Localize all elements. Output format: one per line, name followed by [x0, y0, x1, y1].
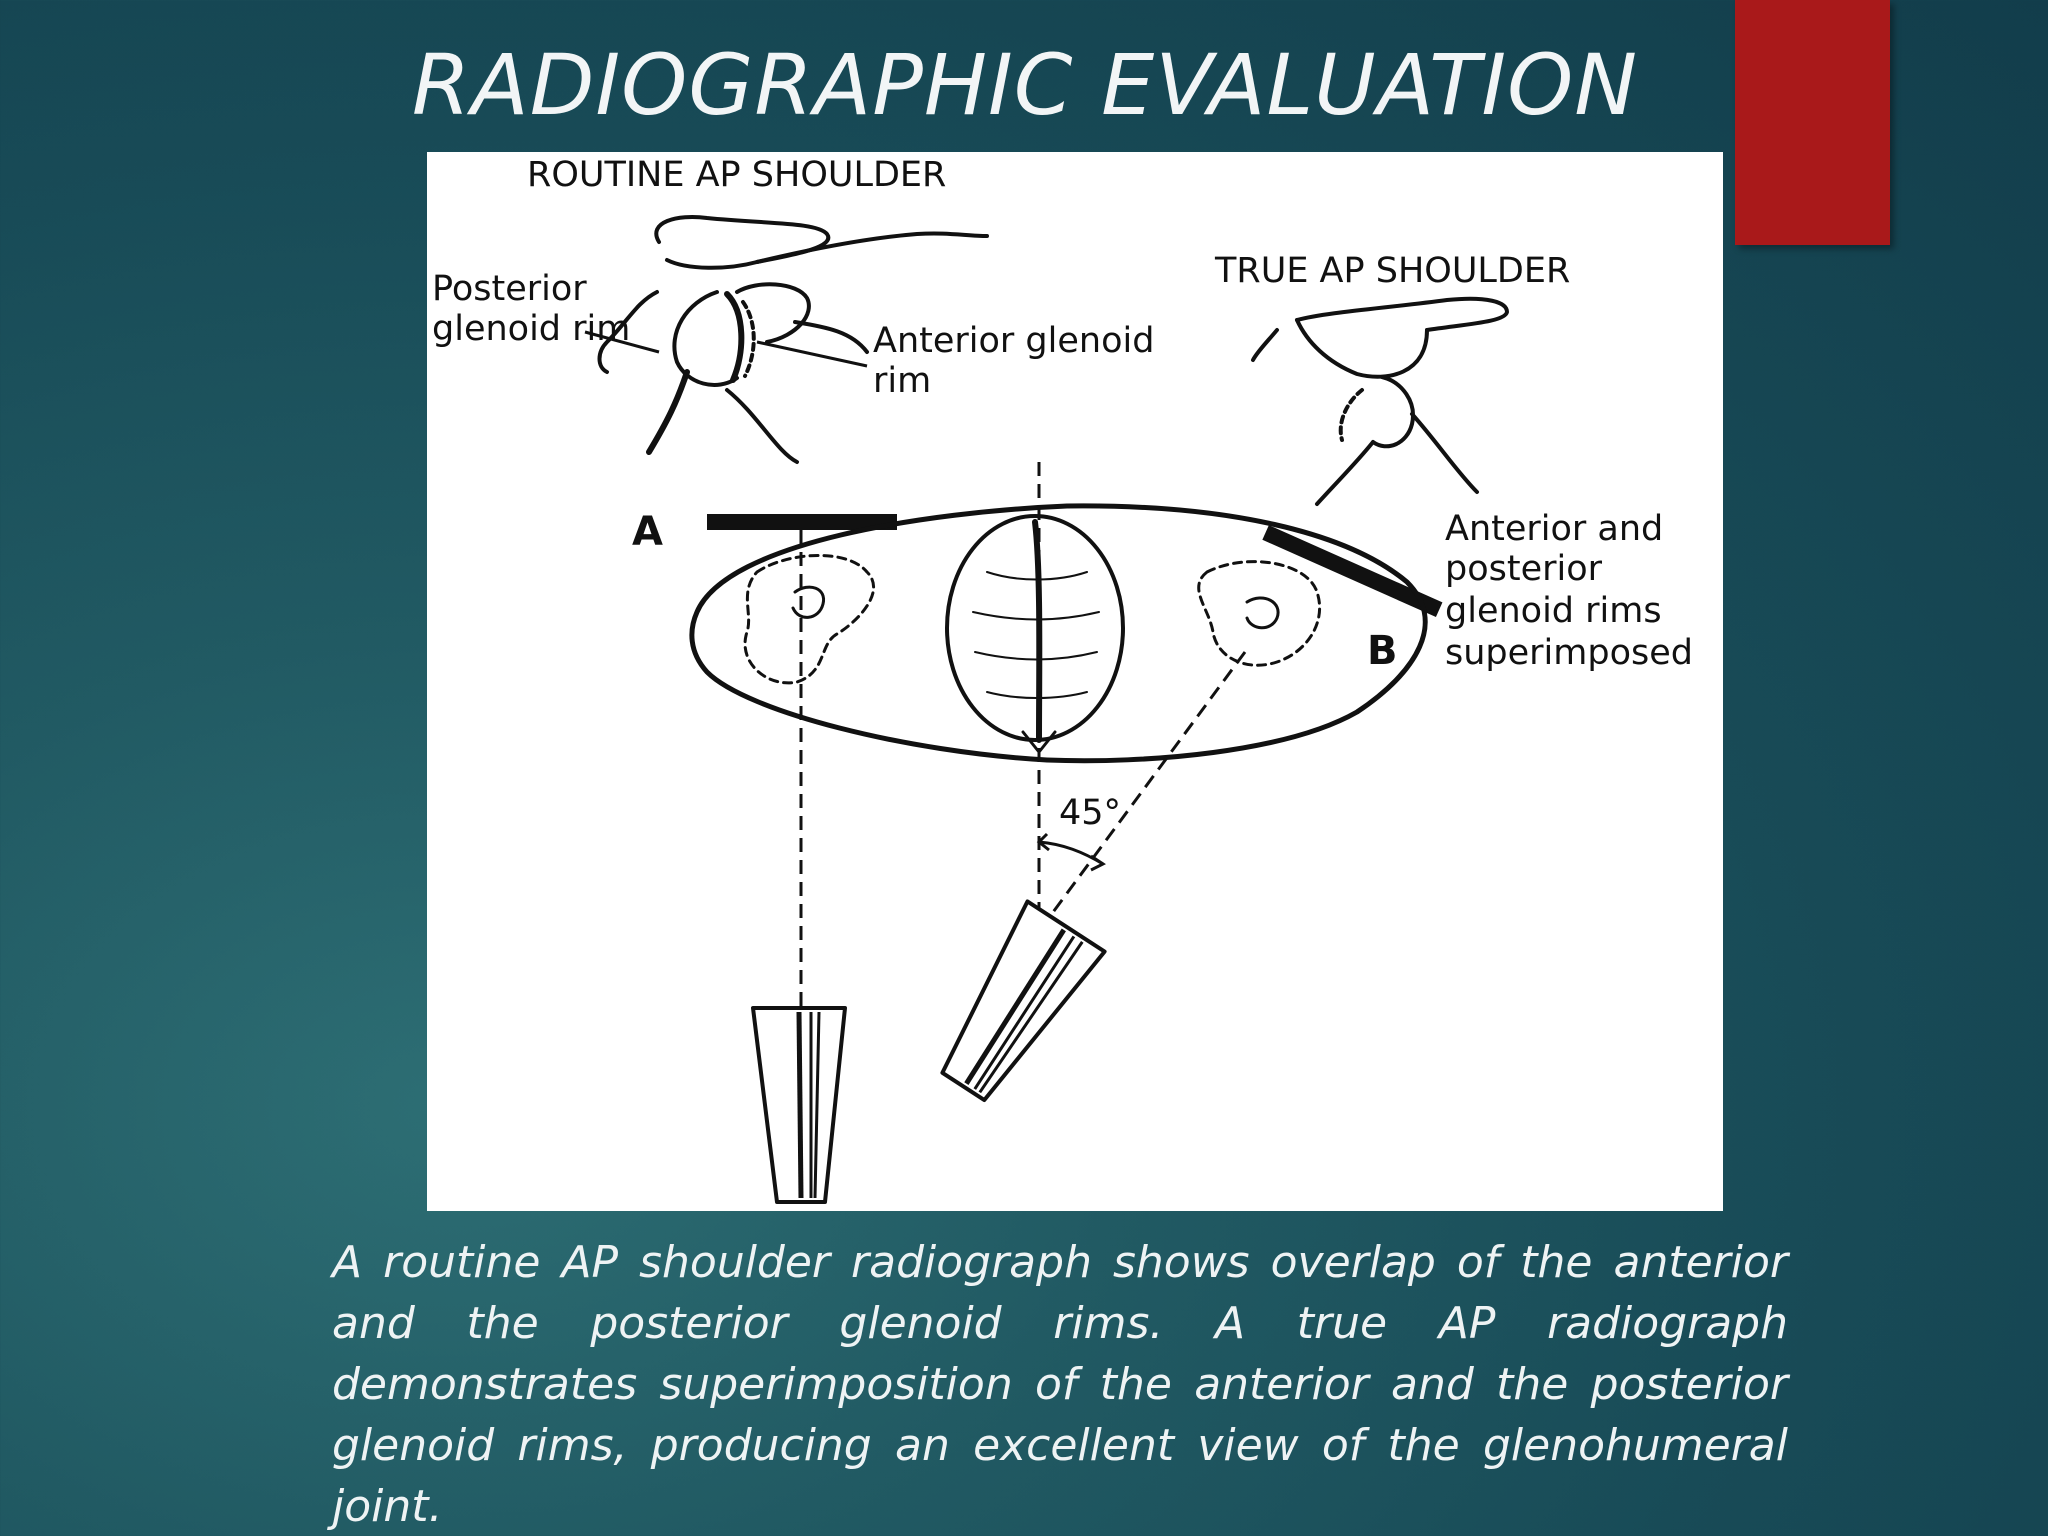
posterior-rim-label-line1: Posterior: [432, 269, 587, 309]
shoulder-radiograph-diagram: [427, 152, 1723, 1211]
superimposed-label-line1: Anterior and: [1445, 509, 1664, 549]
plate-b: [1262, 525, 1442, 617]
slide-title: RADIOGRAPHIC EVALUATION: [411, 36, 1639, 134]
routine-xray-tube: [753, 1008, 845, 1202]
angle-label: 45°: [1059, 793, 1122, 833]
superimposed-label-line3: glenoid rims: [1445, 591, 1662, 631]
angle-arc: [1039, 842, 1103, 864]
torso-cross-section: [692, 506, 1425, 761]
slide-caption: A routine AP shoulder radiograph shows overlap of the anterior and the posterior glenoid rims. A true AP radiograph demonstrates superimposition of the anterior and the posterior glenoid rims, producing an excellent view of the glenohumeral joint.: [332, 1237, 1788, 1532]
plate-a-label: A: [632, 509, 663, 555]
anterior-rim-label-line1: Anterior glenoid: [873, 321, 1155, 361]
true-ap-xray-tube: [924, 901, 1105, 1110]
accent-bar: [1735, 0, 1890, 245]
superimposed-label-line4: superimposed: [1445, 633, 1693, 673]
posterior-rim-label-line2: glenoid rim: [432, 309, 631, 349]
plate-b-label: B: [1367, 628, 1398, 674]
anterior-rim-leader: [757, 342, 867, 366]
anterior-rim-label-line2: rim: [873, 361, 932, 401]
routine-ap-heading: ROUTINE AP SHOULDER: [527, 155, 947, 195]
superimposed-label-line2: posterior: [1445, 549, 1603, 589]
true-shoulder-sketch: [1253, 299, 1507, 504]
true-ap-heading: TRUE AP SHOULDER: [1215, 251, 1571, 291]
